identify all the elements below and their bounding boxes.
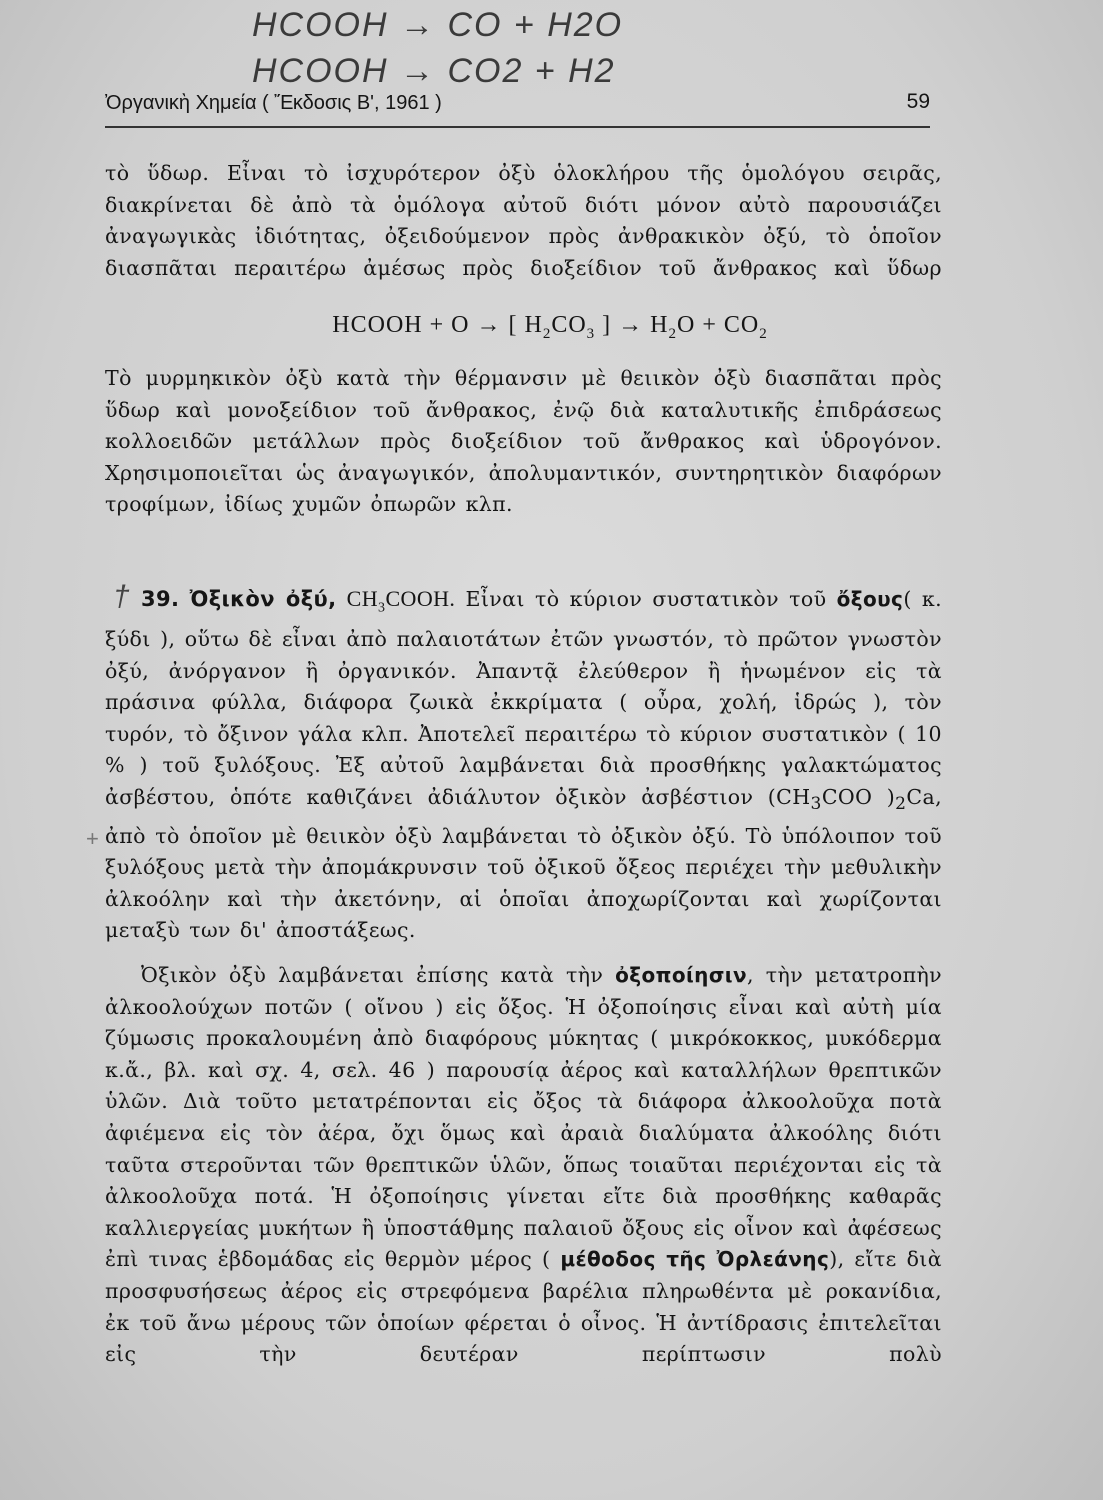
text-run: ( κ. ξύδι ), οὕτω δὲ εἶναι ἀπὸ παλαιοτάτων ἐτῶν γνωστόν, τὸ πρῶτον γνωστὸν ὀξύ, ἀνόργανον ἢ ὀργανικόν. Ἀπαντᾷ ἐλεύθερον ἢ ἡνωμένον εἰς τὰ πράσινα φύλλα, διάφορα ζωικὰ ἐκκρίματα ( οὖρα, χολή, ἱδρώς ), τὸν τυρόν, τὸ ὄξινον γάλα κλπ. Ἀποτελεῖ περαιτέρω τὸ κύριον συστατικὸν ( 10 % ) τοῦ ξυλόξους. Ἐξ αὐτοῦ λαμβάνεται διὰ προσθήκης γαλακτώματος ἀσβέστου, ὁπότε καθιζάνει ἀδιάλυτον ὀξικὸν ἀσβέστιον (CH: [105, 587, 943, 809]
formula-part: COOH.: [385, 586, 456, 611]
handwritten-dagger-mark: †: [113, 580, 130, 613]
eq-part: ] → H: [595, 312, 669, 338]
paragraph-formic-uses: Τὸ μυρμηκικὸν ὀξὺ κατὰ τὴν θέρμανσιν μὲ θειικὸν ὀξὺ διασπᾶται πρὸς ὕδωρ καὶ μονοξείδιον τοῦ ἄνθρακος, ἐνῷ διὰ καταλυτικῆς ἐπιδράσεως κολλοειδῶν μετάλλων πρὸς διοξείδιον τοῦ ἄνθρακος καὶ ὑδρογόνον. Χρησιμοποιεῖται ὡς ἀναγωγικόν, ἀπολυμαντικόν, συντηρητικὸν διαφόρων τροφίμων, ἰδίως χυμῶν ὀπωρῶν κλπ.: [105, 366, 942, 517]
section-heading: Ὀξικὸν ὀξύ,: [189, 587, 337, 611]
eq-part: CO: [551, 312, 587, 338]
running-header: [105, 92, 930, 128]
text-run: COO ): [821, 784, 896, 809]
bold-term-acetification: ὀξοποίησιν: [615, 963, 748, 987]
eq-sub: 3: [586, 325, 596, 342]
text-run: , τὴν μετατροπὴν ἀλκοολούχων ποτῶν ( οἴνου ) εἰς ὄξος. Ἡ ὀξοποίησις εἶναι καὶ αὐτὴ μία ζύμωσις προκαλουμένη ἀπὸ διαφόρους μύκητας ( μικρόκοκκος, μυκόδερμα κ.ἄ., βλ. καὶ σχ. 4, σελ. 46 ) παρουσίᾳ ἀέρος καὶ καταλλήλων θρεπτικῶν ὑλῶν. Διὰ τοῦτο μετατρέπονται εἰς ὄξος τὰ διάφορα ἀλκοολοῦχα ποτὰ ἀφιέμενα εἰς τὸν ἀέρα, ὄχι ὅμως καὶ ἀραιὰ διαλύματα ἀλκοόλης διότι ταῦτα στεροῦνται τῶν θρεπτικῶν ὑλῶν, ὅπως τοιαῦται περιέχονται εἰς τὰ ἀλκοολοῦχα ποτά. Ἡ ὀξοποίησις γίνεται εἴτε διὰ προσθήκης καθαρᾶς καλλιεργείας μυκήτων ἢ ὑποστάθμης παλαιοῦ ὄξους εἰς οἶνον καὶ ἀφέσεως ἐπὶ τινας ἑβδομάδας εἰς θερμὸν μέρος (: [105, 963, 943, 1272]
reaction-equation: [200, 312, 900, 343]
handwritten-note-2: HCOOH → CO2 + H2: [252, 52, 616, 90]
eq-part: O + CO: [676, 312, 760, 338]
section-number: 39.: [141, 587, 180, 611]
header-title: Ὀργανικὴ Χημεία ( Ἔκδοσις Β', 1961 ): [105, 92, 442, 114]
bold-term-orleans-method: μέθοδος τῆς Ὀρλεάνης: [560, 1247, 830, 1272]
bold-term-vinegar: ὄξους: [836, 587, 904, 611]
formula-sub: 2: [895, 794, 907, 815]
paragraph-formic-properties: τὸ ὕδωρ. Εἶναι τὸ ἰσχυρότερον ὀξὺ ὁλοκλήρου τῆς ὁμολόγου σειρᾶς, διακρίνεται δὲ ἀπὸ τὰ ὁμόλογα αὐτοῦ διότι μόνον αὐτὸ παρουσιάζει ἀναγωγικὰς ἰδιότητας, ὀξειδούμενον πρὸς ἀνθρακικὸν ὀξύ, τὸ ὁποῖον διασπᾶται περαιτέρω ἀμέσως πρὸς διοξείδιον τοῦ ἄνθρακος καὶ ὕδωρ: [105, 161, 942, 280]
text-run: ), εἴτε διὰ προσφυσήσεως ἀέρος εἰς στρεφόμενα βαρέλια πληρωθέντα μὲ ροκανίδια, ἐκ τοῦ ἄνω μέρους τῶν ὁποίων φέρεται ὁ οἶνος. Ἡ ἀντίδρασις ἐπιτελεῖται εἰς τὴν δευτέραν περίπτωσιν πολὺ: [105, 1247, 942, 1367]
eq-part: HCOOH + O → [ H: [332, 312, 543, 338]
text-run: Ὀξικὸν ὀξὺ λαμβάνεται ἐπίσης κατὰ τὴν: [141, 963, 616, 987]
eq-sub: 2: [542, 325, 552, 342]
formula-part: CH: [346, 586, 379, 611]
paragraph-acetification: [105, 960, 942, 1371]
section-acetic-acid: [105, 583, 942, 947]
eq-sub: 2: [668, 325, 677, 342]
handwritten-note-1: HCOOH → CO + H2O: [252, 6, 624, 44]
text-run: Ca, ἀπὸ τὸ ὁποῖον μὲ θειικὸν ὀξὺ λαμβάνεται τὸ ὀξικὸν ὀξύ. Τὸ ὑπόλοιπον τοῦ ξυλόξους μετὰ τὴν ἀπομάκρυνσιν τοῦ ὀξικοῦ ὄξεος περιέχει τὴν μεθυλικὴν ἀλκοόλην καὶ τὴν ἀκετόνην, αἱ ὁποῖαι ἀποχωρίζονται καὶ χωρίζονται μεταξὺ των δι' ἀποστάξεως.: [105, 784, 942, 943]
margin-mark: +: [86, 826, 99, 851]
eq-sub: 2: [759, 325, 768, 342]
text-run: Εἶναι τὸ κύριον συστατικὸν τοῦ: [455, 587, 837, 611]
page-number: 59: [906, 90, 930, 113]
formula-sub: 3: [378, 600, 386, 616]
formula-sub: 3: [810, 794, 822, 815]
section-formula: [346, 586, 456, 616]
